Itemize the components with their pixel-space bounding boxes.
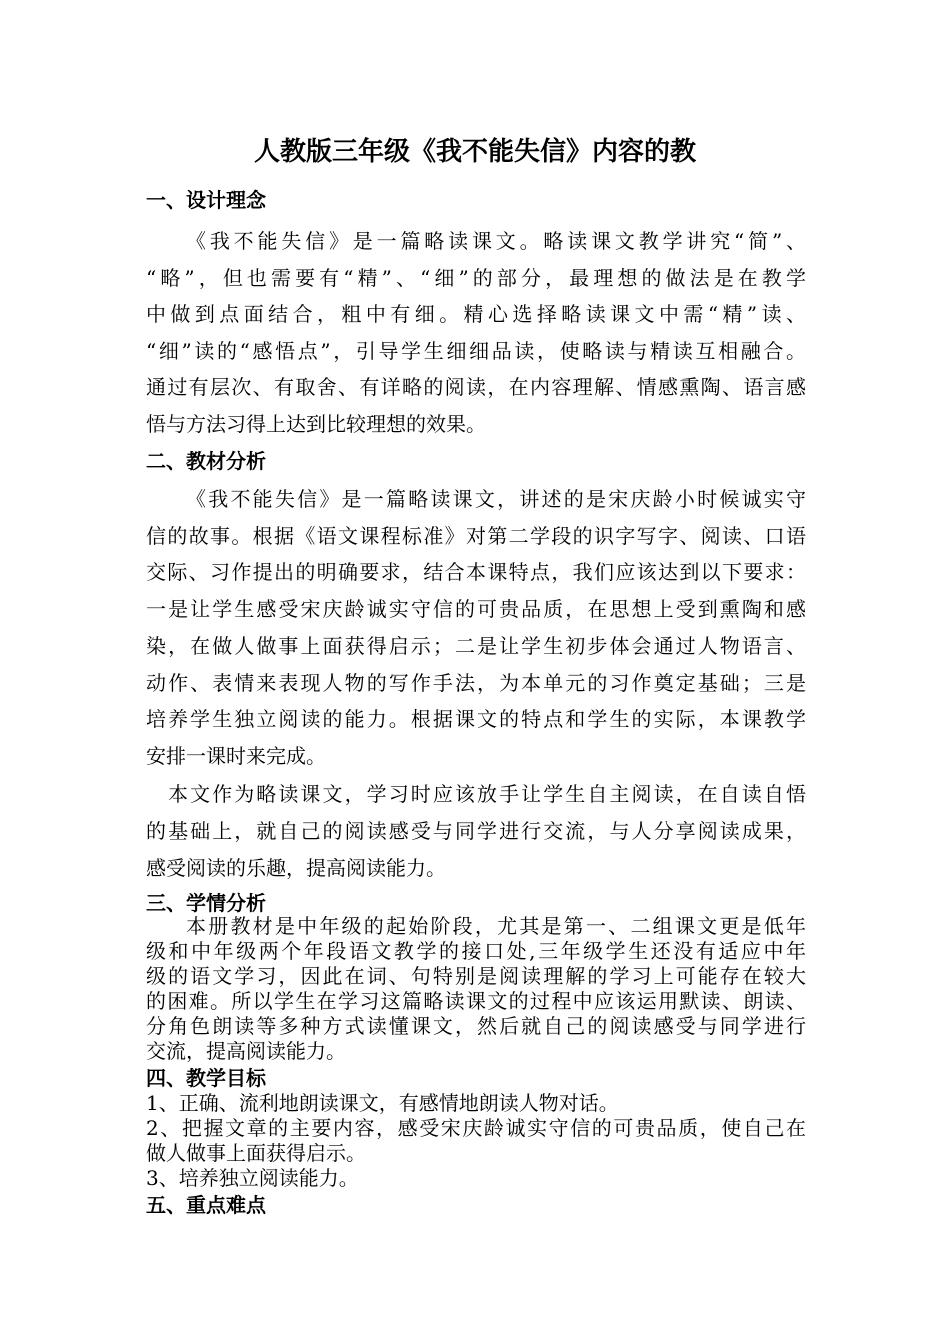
paragraph-line: 的基础上，就自己的阅读感受与同学进行交流，与人分享阅读成果，: [146, 819, 806, 843]
paragraph-line: 《我不能失信》是一篇略读课文，讲述的是宋庆龄小时候诚实守: [186, 487, 806, 511]
paragraph-line: “略”，但也需要有“精”、“细”的部分，最理想的做法是在教学: [146, 266, 806, 290]
paragraph-line: 感受阅读的乐趣，提高阅读能力。: [146, 856, 446, 880]
paragraph-line: 级和中年级两个年段语文教学的接口处,三年级学生还没有适应中年: [146, 939, 806, 963]
paragraph-line: 中做到点面结合，粗中有细。精心选择略读课文中需“精”读、: [146, 302, 806, 326]
paragraph-line: 的困难。所以学生在学习这篇略读课文的过程中应该运用默读、朗读、: [146, 989, 806, 1013]
paragraph-line: 动作、表情来表现人物的写作手法，为本单元的习作奠定基础；三是: [146, 671, 806, 695]
objective-item: 2、把握文章的主要内容，感受宋庆龄诚实守信的可贵品质，使自己在: [146, 1116, 806, 1140]
paragraph-line: 级的语文学习，因此在词、句特别是阅读理解的学习上可能存在较大: [146, 964, 806, 988]
paragraph-line: 交流，提高阅读能力。: [146, 1039, 346, 1063]
paragraph-line: 信的故事。根据《语文课程标准》对第二学段的识字写字、阅读、口语: [146, 524, 806, 548]
document-title: 人教版三年级《我不能失信》内容的教: [253, 137, 696, 167]
section-heading-design-concept: 一、设计理念: [146, 188, 266, 212]
paragraph-line: 《我不能失信》是一篇略读课文。略读课文教学讲究“简”、: [186, 229, 806, 253]
paragraph-line: 培养学生独立阅读的能力。根据课文的特点和学生的实际，本课教学: [146, 707, 806, 731]
paragraph-line: 一是让学生感受宋庆龄诚实守信的可贵品质，在思想上受到熏陶和感: [146, 597, 806, 621]
paragraph-line: 通过有层次、有取舍、有详略的阅读，在内容理解、情感熏陶、语言感: [146, 375, 806, 399]
objective-item: 3、培养独立阅读能力。: [146, 1166, 359, 1190]
objective-item: 1、正确、流利地朗读课文，有感情地朗读人物对话。: [146, 1091, 619, 1115]
section-heading-key-points: 五、重点难点: [146, 1193, 266, 1217]
objective-item-continuation: 做人做事上面获得启示。: [146, 1141, 366, 1165]
section-heading-teaching-objectives: 四、教学目标: [146, 1066, 266, 1090]
section-heading-learner-analysis: 三、学情分析: [146, 891, 266, 915]
paragraph-line: 本册教材是中年级的起始阶段，尤其是第一、二组课文更是低年: [186, 914, 806, 938]
paragraph-line: 染，在做人做事上面获得启示；二是让学生初步体会通过人物语言、: [146, 634, 806, 658]
paragraph-line: “细”读的“感悟点”，引导学生细细品读，使略读与精读互相融合。: [146, 339, 806, 363]
paragraph-line: 悟与方法习得上达到比较理想的效果。: [146, 412, 486, 436]
section-heading-textbook-analysis: 二、教材分析: [146, 449, 266, 473]
paragraph-line: 分角色朗读等多种方式读懂课文，然后就自己的阅读感受与同学进行: [146, 1014, 806, 1038]
paragraph-line: 交际、习作提出的明确要求，结合本课特点，我们应该达到以下要求：: [146, 560, 806, 584]
paragraph-line: 安排一课时来完成。: [146, 744, 326, 768]
paragraph-line: 本文作为略读课文，学习时应该放手让学生自主阅读，在自读自悟: [168, 782, 806, 806]
